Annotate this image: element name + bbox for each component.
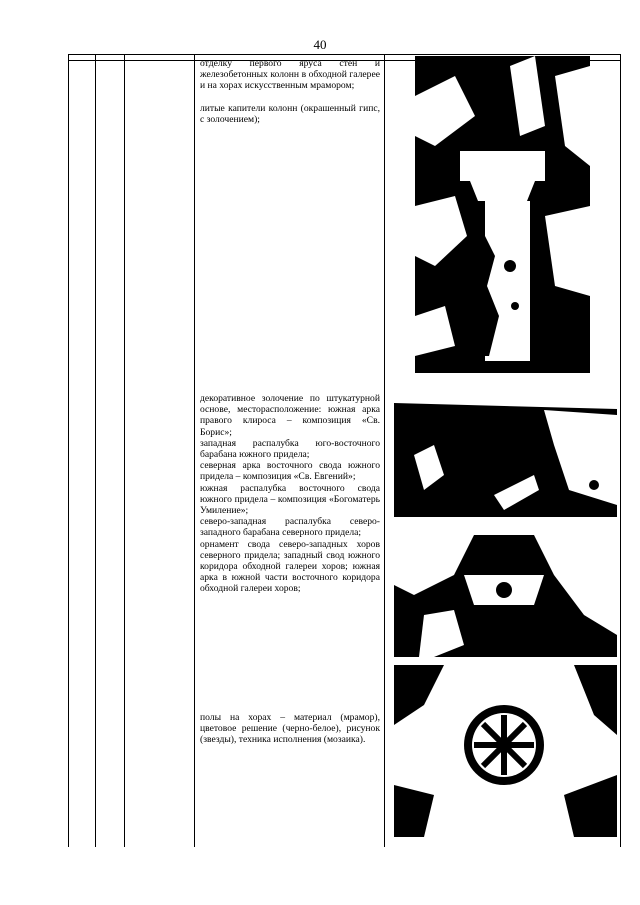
table-border-right xyxy=(620,55,621,847)
column-divider-1 xyxy=(95,55,96,847)
description-cell-1 xyxy=(200,58,380,125)
description-cell-2 xyxy=(200,393,380,595)
column-divider-3 xyxy=(194,55,195,847)
column-divider-4 xyxy=(384,55,385,847)
photo-mosaic-floor xyxy=(394,665,617,837)
description-text: декоративное золочение по штукатурной основе, месторасположение: южная арка правого клироса – композиция «Св. Борис»; xyxy=(200,393,380,438)
photo-vault-composition xyxy=(394,395,617,517)
inventory-table xyxy=(68,54,621,847)
photo-ornament-vault xyxy=(394,535,617,657)
photo-column-capital xyxy=(415,56,590,373)
description-text: южная распалубка восточного свода южного придела – композиция «Богоматерь Умиление»; xyxy=(200,482,380,517)
description-text: литые капители колонн (окрашенный гипс, с золочением); xyxy=(200,102,380,125)
column-divider-2 xyxy=(124,55,125,847)
description-text: северо-западная распалубка северо-западного барабана северного придела; xyxy=(200,516,380,539)
description-text: северная арка восточного свода южного придела – композиция «Св. Евгений»; xyxy=(200,460,380,483)
description-text: отделку первого яруса стен и железобетонных колонн в обходной галерее и на хорах искусственным мрамором; xyxy=(200,58,380,92)
description-text: западная распалубка юго-восточного барабана южного придела; xyxy=(200,437,380,461)
table-border-left xyxy=(68,55,69,847)
description-text: полы на хорах – материал (мрамор), цветовое решение (черно-белое), рисунок (звезды), техника исполнения (мозаика). xyxy=(200,712,380,746)
description-text: орнамент свода северо-западных хоров северного придела; западный свод южного коридора обходной галереи хоров; южная арка в южной части восточного коридора обходной галереи хоров; xyxy=(200,538,380,595)
description-cell-3 xyxy=(200,712,380,746)
page-number: 40 xyxy=(313,37,327,52)
